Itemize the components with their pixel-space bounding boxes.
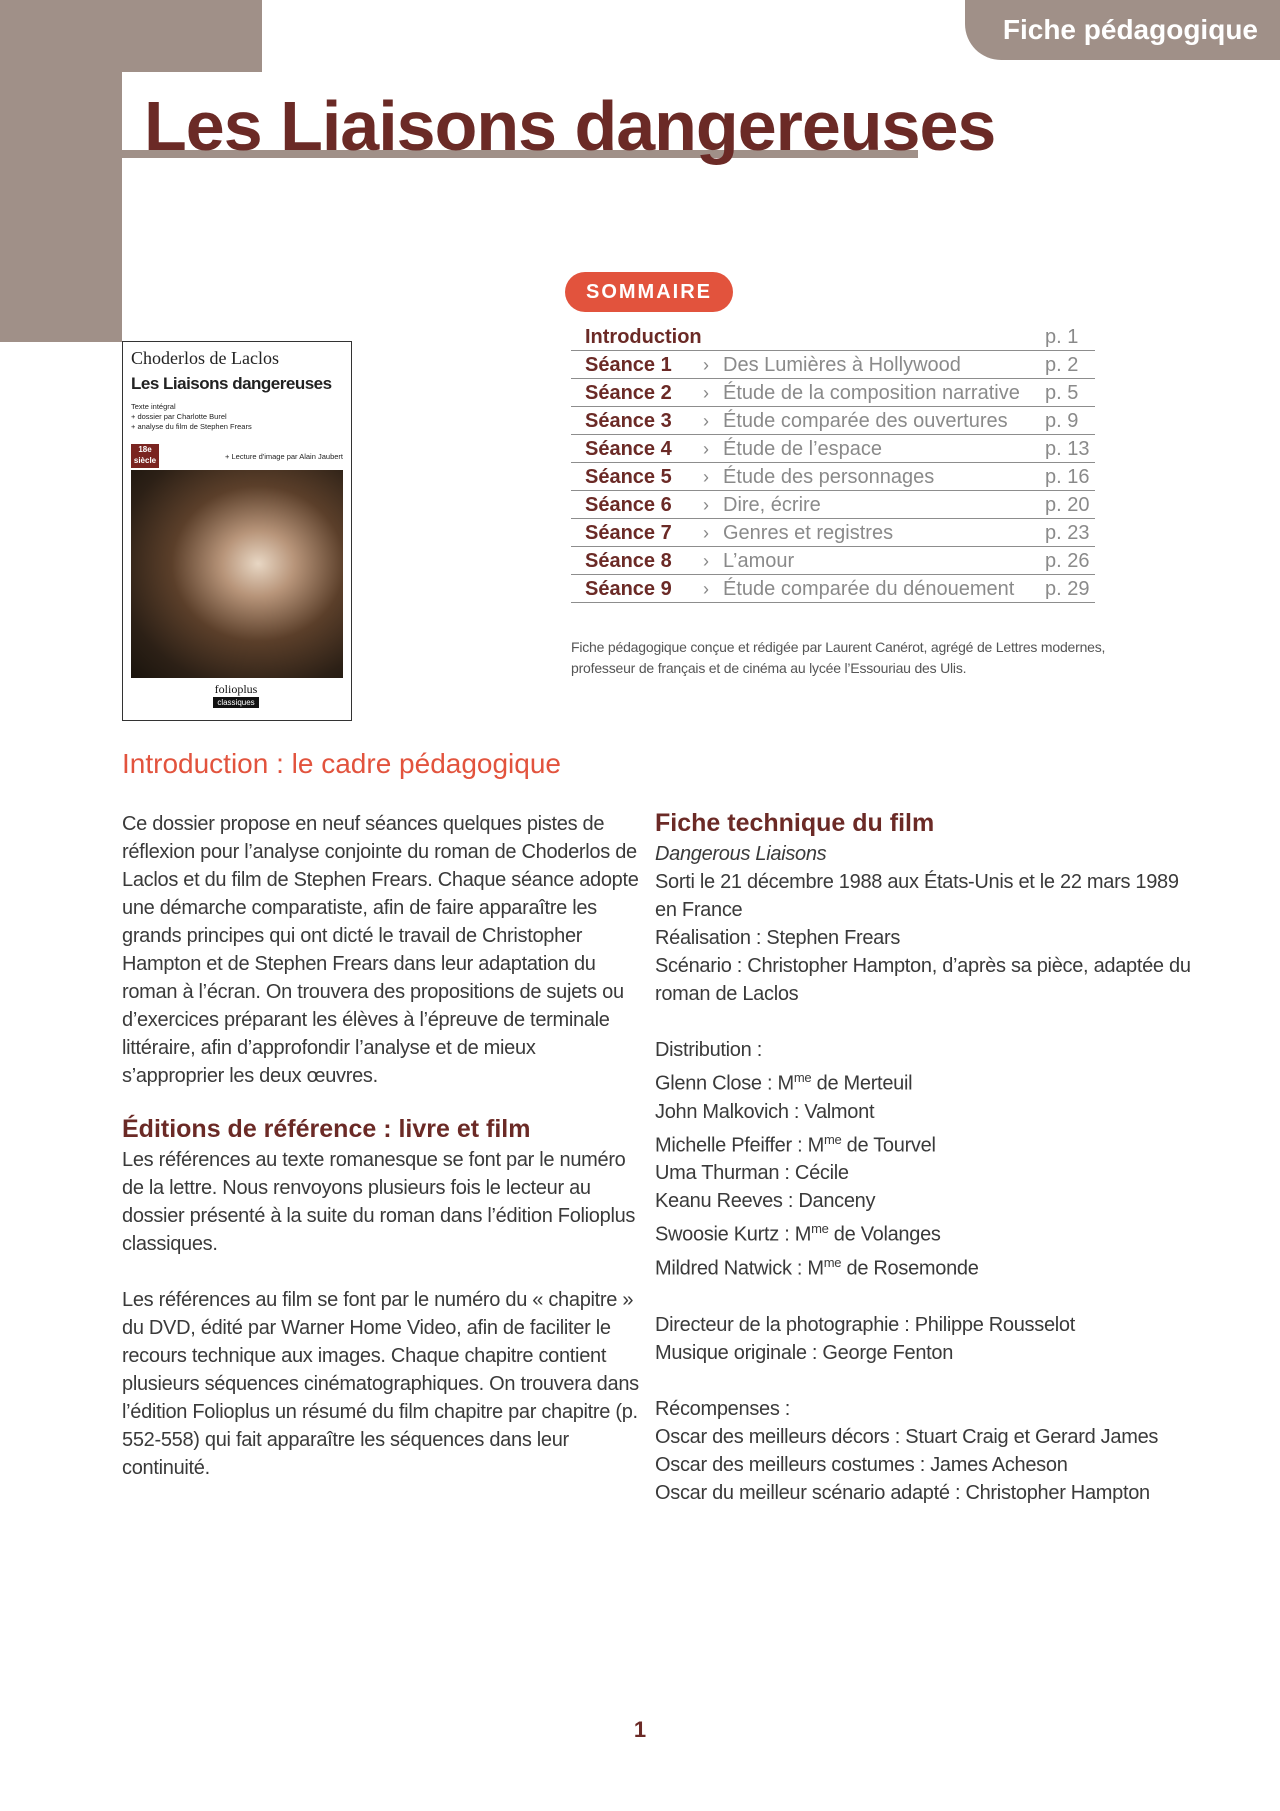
cast-actor: Mildred Natwick : M (655, 1257, 824, 1280)
toc-row[interactable] (571, 547, 1095, 575)
cast-title-sup: me (823, 1131, 842, 1147)
toc-topic: Étude de l’espace (723, 437, 883, 460)
page-title: Les Liaisons dangereuses (144, 87, 996, 165)
cast-title-sup: me (823, 1254, 842, 1270)
awards-list (655, 1423, 1195, 1507)
toc-page: p. 16 (1045, 465, 1090, 488)
toc-topic: L’amour (723, 549, 795, 572)
author-credit: Fiche pédagogique conçue et rédigée par Laurent Canérot, agrégé de Lettres modernes, professeur de français et de cinéma au lycée l’Essouriau des Ulis. (571, 639, 1106, 676)
collection-name: classiques (213, 697, 259, 708)
toc-topic: Des Lumières à Hollywood (723, 353, 961, 376)
toc-label: Introduction (585, 325, 702, 348)
film-screenplay: Scénario : Christopher Hampton, d’après sa pièce, adaptée du roman de Laclos (655, 955, 1191, 1005)
editions-paragraph-1: Les références au texte romanesque se font par le numéro de la lettre. Nous renvoyons plusieurs fois le lecteur au dossier présenté à la suite du roman dans l’édition Folioplus classiques. (122, 1149, 636, 1255)
award-item: Oscar du meilleur scénario adapté : Christopher Hampton (655, 1481, 1150, 1504)
cast-role: de Tourvel (841, 1134, 936, 1157)
cast-item (655, 1249, 1195, 1283)
toc-row[interactable] (571, 435, 1095, 463)
toc-page: p. 9 (1045, 409, 1079, 432)
toc-row[interactable] (571, 379, 1095, 407)
chevron-right-icon: › (703, 550, 709, 571)
toc-page: p. 5 (1045, 381, 1079, 404)
table-of-contents (571, 323, 1095, 603)
century-badge (131, 444, 159, 468)
left-column (122, 810, 642, 1482)
toc-topic: Étude des personnages (723, 465, 935, 488)
book-title: Les Liaisons dangereuses (131, 374, 332, 393)
book-subtitle-line: + dossier par Charlotte Burel (131, 412, 227, 421)
awards-heading: Récompenses : (655, 1397, 791, 1420)
award-item: Oscar des meilleurs décors : Stuart Craig et Gerard James (655, 1425, 1159, 1448)
toc-topic: Étude de la composition narrative (723, 381, 1020, 404)
cast-actor: Michelle Pfeiffer : M (655, 1134, 824, 1157)
sommaire-badge: SOMMAIRE (565, 272, 733, 312)
cast-actor: Glenn Close : M (655, 1072, 794, 1095)
toc-page: p. 26 (1045, 549, 1090, 572)
toc-row[interactable] (571, 519, 1095, 547)
page-number: 1 (633, 1717, 647, 1742)
toc-row[interactable] (571, 407, 1095, 435)
toc-label: Séance 8 (585, 549, 672, 572)
cast-role: de Merteuil (811, 1072, 913, 1095)
film-title: Dangerous Liaisons (655, 843, 827, 865)
intro-paragraph: Ce dossier propose en neuf séances quelques pistes de réflexion pour l’analyse conjointe du roman de Choderlos de Laclos et du film de Stephen Frears. Chaque séance adopte une démarche comparatiste, afin de faire apparaître les grands principes qui ont dicté le travail de Christopher Hampton et de Stephen Frears dans leur adaptation du roman à l’écran. On trouvera des propositions de sujets ou d’exercices préparant les élèves à l’épreuve de terminale littéraire, afin d’approfondir l’analyse et de mieux s’approprier les deux œuvres. (122, 813, 639, 1087)
chevron-right-icon: › (703, 354, 709, 375)
chevron-right-icon: › (703, 578, 709, 599)
toc-topic: Étude comparée des ouvertures (723, 409, 1008, 432)
toc-label: Séance 7 (585, 521, 672, 544)
toc-page: p. 2 (1045, 353, 1079, 376)
toc-page: p. 1 (1045, 325, 1079, 348)
intro-heading: Introduction : le cadre pédagogique (122, 748, 561, 779)
chevron-right-icon: › (703, 466, 709, 487)
header-tab (965, 0, 1280, 60)
book-subtitle (131, 402, 252, 432)
book-author: Choderlos de Laclos (131, 348, 279, 368)
toc-label: Séance 3 (585, 409, 672, 432)
film-photography: Directeur de la photographie : Philippe Rousselot (655, 1313, 1076, 1336)
book-cover-image (122, 341, 352, 721)
toc-label: Séance 1 (585, 353, 672, 376)
cast-title-sup: me (811, 1221, 829, 1237)
cast-actor: Keanu Reeves : Danceny (655, 1190, 876, 1213)
chevron-right-icon: › (703, 438, 709, 459)
cast-item (655, 1159, 1195, 1187)
film-music: Musique originale : George Fenton (655, 1341, 954, 1364)
award-item: Oscar des meilleurs costumes : James Acheson (655, 1453, 1068, 1476)
toc-topic: Genres et registres (723, 521, 894, 544)
toc-topic: Étude comparée du dénouement (723, 577, 1015, 600)
toc-row[interactable] (571, 463, 1095, 491)
cast-item (655, 1098, 1195, 1126)
header-tab-label: Fiche pédagogique (1002, 14, 1258, 45)
toc-page: p. 29 (1045, 577, 1090, 600)
publisher-logo (213, 682, 259, 714)
toc-label: Séance 9 (585, 577, 672, 600)
chevron-right-icon: › (703, 382, 709, 403)
right-column (655, 806, 1195, 1507)
editions-heading: Éditions de référence : livre et film (122, 1115, 531, 1143)
cast-role: de Rosemonde (841, 1257, 979, 1280)
book-subtitle-line: + analyse du film de Stephen Frears (131, 422, 252, 431)
cover-painting (131, 470, 343, 678)
cast-item (655, 1215, 1195, 1249)
chevron-right-icon: › (703, 522, 709, 543)
toc-label: Séance 2 (585, 381, 672, 404)
cast-actor: Swoosie Kurtz : M (655, 1223, 812, 1246)
film-release: Sorti le 21 décembre 1988 aux États-Unis et le 22 mars 1989 en France (655, 871, 1179, 921)
toc-row[interactable] (571, 575, 1095, 603)
toc-row[interactable] (571, 351, 1095, 379)
toc-page: p. 13 (1045, 437, 1090, 460)
cast-role: de Volanges (828, 1223, 941, 1246)
chevron-right-icon: › (703, 410, 709, 431)
toc-row[interactable] (571, 323, 1095, 351)
editions-paragraph-2: Les références au film se font par le numéro du « chapitre » du DVD, édité par Warner Home Video, afin de faciliter le recours technique aux images. Chaque chapitre contient plusieurs séquences cinématographiques. On trouvera dans l’édition Folioplus un résumé du film chapitre par chapitre (p. 552-558) qui fait apparaître les séquences dans leur continuité. (122, 1289, 639, 1479)
toc-label: Séance 4 (585, 437, 672, 460)
toc-page: p. 23 (1045, 521, 1090, 544)
cast-item (655, 1126, 1195, 1160)
cast-item (655, 1064, 1195, 1098)
cast-actor: Uma Thurman : Cécile (655, 1162, 849, 1185)
toc-label: Séance 6 (585, 493, 672, 516)
publisher-name: folioplus (214, 682, 258, 696)
toc-page: p. 20 (1045, 493, 1090, 516)
cast-title-sup: me (793, 1070, 812, 1085)
fiche-heading: Fiche technique du film (655, 809, 935, 837)
toc-row[interactable] (571, 491, 1095, 519)
toc-label: Séance 5 (585, 465, 672, 488)
cast-item (655, 1187, 1195, 1215)
film-director: Réalisation : Stephen Frears (655, 927, 901, 949)
toc-topic: Dire, écrire (723, 493, 821, 516)
book-subtitle-line: Texte intégral (131, 402, 176, 411)
cast-list (655, 1064, 1195, 1283)
cast-actor: John Malkovich : Valmont (655, 1100, 875, 1123)
chevron-right-icon: › (703, 494, 709, 515)
book-reading-credit: + Lecture d'image par Alain Jaubert (225, 452, 343, 461)
cast-heading: Distribution : (655, 1039, 762, 1061)
century-badge-number: 18e (138, 445, 152, 454)
century-badge-label: siècle (133, 456, 157, 465)
